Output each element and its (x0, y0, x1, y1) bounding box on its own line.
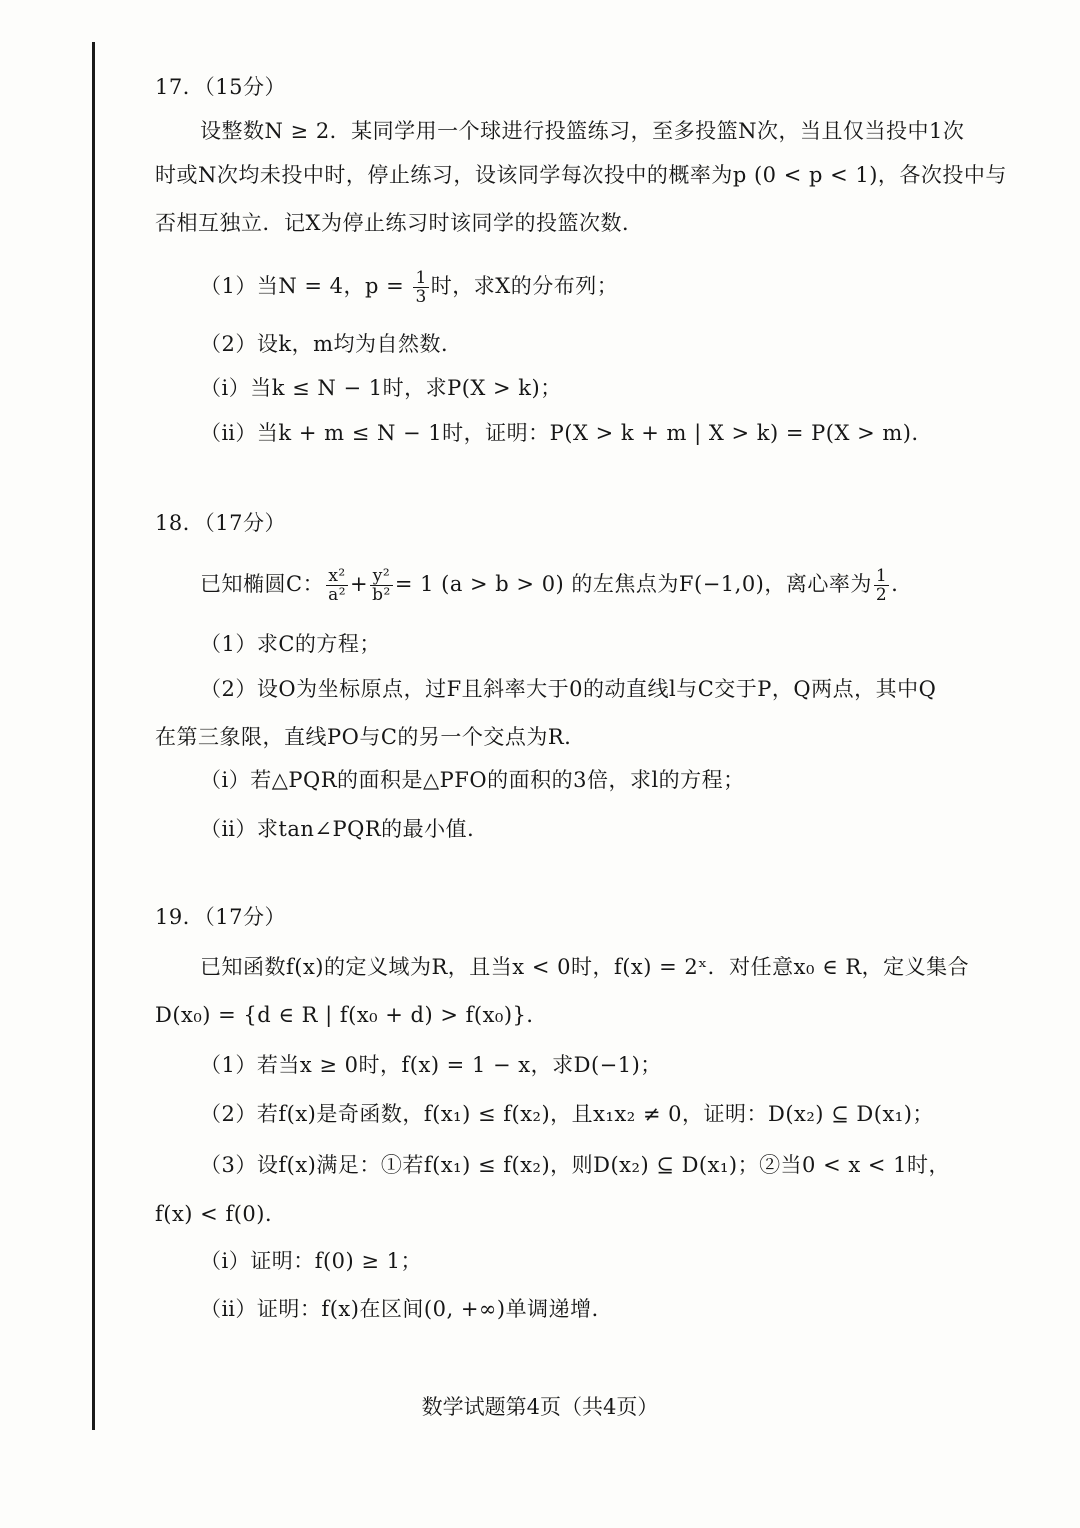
fraction-denominator: 3 (415, 287, 427, 307)
fraction-denominator: 2 (875, 585, 888, 605)
plus-sign: + (350, 572, 369, 596)
fraction-numerator: 1 (875, 566, 888, 586)
q18-stem-text-a: 已知椭圆C： (200, 572, 325, 596)
q19-part-3-i: （ⅰ）证明：f(0) ≥ 1； (200, 1249, 423, 1273)
fraction-numerator: 1 (415, 268, 427, 288)
q18-part-1: （1）求C的方程； (200, 632, 381, 656)
q17-part-1-text-b: 时，求X的分布列； (430, 274, 619, 298)
q18-part-2-i: （ⅰ）若△PQR的面积是△PFO的面积的3倍，求l的方程； (200, 768, 745, 792)
page-footer: 数学试题第4页（共4页） (421, 1395, 659, 1419)
q18-stem-text-c: ． (891, 572, 913, 596)
fraction-x-over-a (326, 567, 348, 604)
q19-part-3-ii: （ⅱ）证明：f(x)在区间(0, +∞)单调递增． (200, 1297, 614, 1321)
fraction-denominator: a² (328, 585, 347, 605)
q18-part-2-line-2: 在第三象限，直线PO与C的另一个交点为R． (155, 725, 586, 749)
q17-stem-line-2: 时或N次均未投中时，停止练习，设该同学每次投中的概率为p (0 < p < 1)，各次投中与 (155, 163, 1007, 187)
q17-part-2: （2）设k，m均为自然数． (200, 332, 463, 356)
q19-part-3-line-2: f(x) < f(0)． (155, 1202, 287, 1226)
q17-heading: 17．（15分） (155, 75, 286, 99)
q17-part-2-i: （ⅰ）当k ≤ N − 1时，求P(X > k)； (200, 376, 562, 400)
q17-stem-line-1: 设整数N ≥ 2．某同学用一个球进行投篮练习，至多投篮N次，当且仅当投中1次 (200, 119, 965, 143)
q18-stem-text-b: = 1 (a > b > 0) 的左焦点为F(−1,0)，离心率为 (394, 572, 872, 596)
q18-part-2-ii: （ⅱ）求tan∠PQR的最小值． (200, 817, 489, 841)
fraction-one-third (413, 269, 428, 306)
margin-rule (92, 42, 95, 1430)
q19-part-2: （2）若f(x)是奇函数，f(x₁) ≤ f(x₂)，且x₁x₂ ≠ 0，证明：D(x₂) ⊆ D(x₁)； (200, 1102, 934, 1126)
fraction-y-over-b (370, 567, 393, 604)
q17-part-1-text-a: （1）当N = 4，p = (200, 274, 412, 298)
fraction-denominator: b² (372, 585, 391, 605)
fraction-one-half (874, 567, 889, 604)
q18-heading: 18．（17分） (155, 511, 286, 535)
q17-part-2-ii: （ⅱ）当k + m ≤ N − 1时，证明：P(X > k + m | X > k) = P(X > m)． (200, 421, 933, 445)
q19-stem-line-1: 已知函数f(x)的定义域为R，且当x < 0时，f(x) = 2ˣ．对任意x₀ ∈ R，定义集合 (200, 955, 970, 979)
q19-part-1: （1）若当x ≥ 0时，f(x) = 1 − x，求D(−1)； (200, 1053, 662, 1077)
q18-part-2-line-1: （2）设O为坐标原点，过F且斜率大于0的动直线l与C交于P，Q两点，其中Q (200, 677, 937, 701)
q19-heading: 19．（17分） (155, 905, 286, 929)
fraction-numerator: y² (370, 567, 393, 586)
q17-part-1 (200, 269, 618, 306)
q19-stem-line-2: D(x₀) = {d ∈ R | f(x₀ + d) > f(x₀)}． (155, 1003, 548, 1027)
q17-stem-line-3: 否相互独立．记X为停止练习时该同学的投篮次数． (155, 211, 644, 235)
q18-stem (200, 567, 913, 604)
q19-part-3-line-1: （3）设f(x)满足：①若f(x₁) ≤ f(x₂)，则D(x₂) ⊆ D(x₁)；②当0 < x < 1时， (200, 1153, 951, 1177)
fraction-numerator: x² (326, 567, 348, 586)
